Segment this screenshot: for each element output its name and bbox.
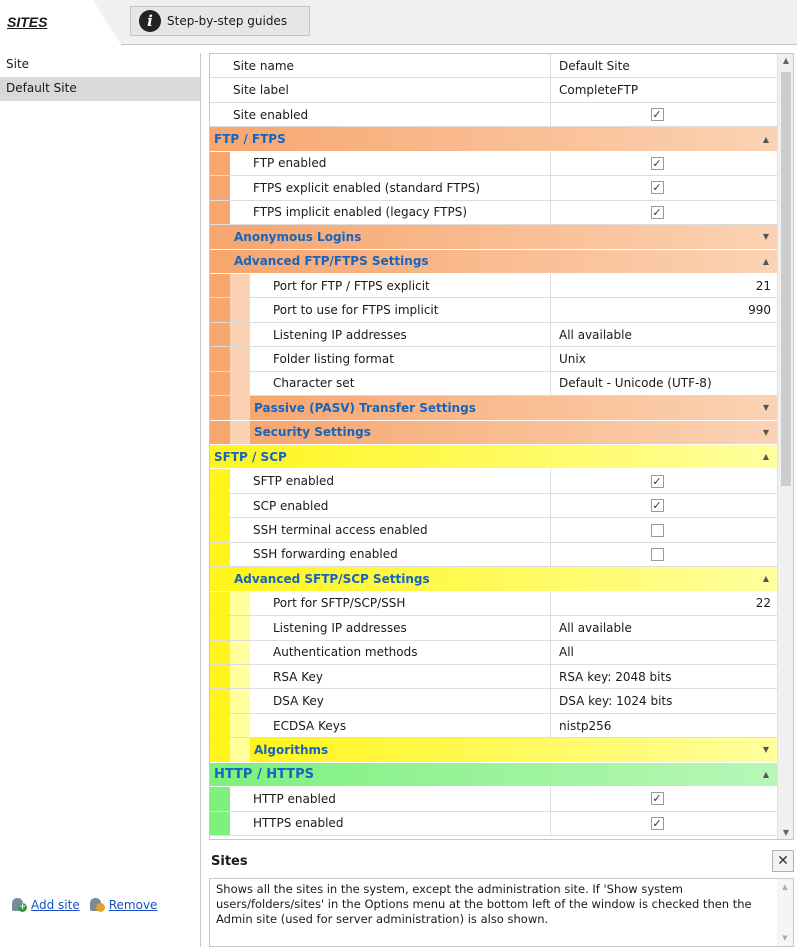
property-label: ECDSA Keys xyxy=(273,718,347,733)
checkbox-checked[interactable]: ✓ xyxy=(652,816,662,830)
category-header-fill xyxy=(210,127,777,150)
info-icon: i xyxy=(139,10,161,32)
property-label: SCP enabled xyxy=(253,498,329,513)
expand-arrow-icon[interactable]: ▼ xyxy=(762,427,769,437)
category-label: HTTP / HTTPS xyxy=(214,766,315,782)
property-row-listening-ip-addresses[interactable] xyxy=(210,323,777,347)
category-advanced-sftp-scp-settings[interactable] xyxy=(210,567,777,591)
group-stripe xyxy=(210,616,230,639)
property-row-site-enabled[interactable] xyxy=(210,103,777,127)
property-grid-scrollbar[interactable] xyxy=(777,54,794,839)
property-row-folder-listing-format[interactable] xyxy=(210,347,777,371)
category-passive-pasv-transfer-settings[interactable] xyxy=(210,396,777,420)
property-grid-rows xyxy=(210,54,777,836)
property-label: SSH terminal access enabled xyxy=(253,523,428,538)
property-label: Listening IP addresses xyxy=(273,620,407,635)
category-label: Anonymous Logins xyxy=(234,229,362,244)
group-stripe xyxy=(210,494,230,517)
category-label: Advanced SFTP/SCP Settings xyxy=(234,571,430,586)
subgroup-stripe xyxy=(230,689,250,712)
group-stripe xyxy=(210,298,230,321)
property-label: Authentication methods xyxy=(273,645,418,660)
top-tab-bar xyxy=(0,0,797,45)
group-stripe xyxy=(210,274,230,297)
remove-user-icon xyxy=(90,897,105,912)
group-stripe xyxy=(210,641,230,664)
property-label: Character set xyxy=(273,376,355,391)
property-label: FTPS implicit enabled (legacy FTPS) xyxy=(253,205,467,220)
help-scrollbar[interactable] xyxy=(777,879,793,946)
property-value[interactable]: Default - Unicode (UTF-8) xyxy=(550,372,777,395)
property-value[interactable]: 21 xyxy=(550,274,777,297)
property-row-port-for-ftp-ftps-explicit[interactable] xyxy=(210,274,777,298)
add-site-link[interactable]: Add site xyxy=(31,897,80,912)
property-checkbox-cell[interactable] xyxy=(550,812,777,835)
collapse-arrow-icon[interactable]: ▲ xyxy=(762,452,769,462)
scrollbar-thumb[interactable] xyxy=(781,72,791,486)
property-label: Listening IP addresses xyxy=(273,327,407,342)
group-stripe xyxy=(210,372,230,395)
subgroup-stripe xyxy=(230,372,250,395)
checkbox-checked[interactable]: ✓ xyxy=(652,108,662,122)
subgroup-stripe xyxy=(230,665,250,688)
scroll-up-icon[interactable]: ▲ xyxy=(782,883,788,891)
group-stripe xyxy=(210,250,230,273)
property-value[interactable]: Default Site xyxy=(550,54,777,77)
property-label: RSA Key xyxy=(273,669,323,684)
subgroup-stripe xyxy=(230,298,250,321)
checkbox-unchecked[interactable] xyxy=(651,524,664,537)
collapse-arrow-icon[interactable]: ▲ xyxy=(762,574,769,584)
site-list-panel xyxy=(0,53,201,947)
collapse-arrow-icon[interactable]: ▲ xyxy=(762,256,769,266)
property-value[interactable]: 990 xyxy=(550,298,777,321)
group-stripe xyxy=(210,567,230,590)
group-stripe xyxy=(210,665,230,688)
property-label: SFTP enabled xyxy=(253,474,334,489)
remove-site-button[interactable] xyxy=(90,897,158,912)
group-stripe xyxy=(210,152,230,175)
category-security-settings[interactable] xyxy=(210,421,777,445)
group-stripe xyxy=(210,592,230,615)
subgroup-stripe xyxy=(230,714,250,737)
group-stripe xyxy=(210,689,230,712)
subgroup-stripe xyxy=(230,347,250,370)
property-row-ftp-enabled[interactable] xyxy=(210,152,777,176)
subgroup-stripe xyxy=(230,323,250,346)
group-stripe xyxy=(210,812,230,835)
collapse-arrow-icon[interactable]: ▲ xyxy=(762,134,769,144)
property-value[interactable]: All available xyxy=(550,323,777,346)
checkbox-checked[interactable]: ✓ xyxy=(652,156,662,170)
step-by-step-guides-label: Step-by-step guides xyxy=(167,14,288,28)
subgroup-stripe xyxy=(230,421,250,444)
category-header-fill xyxy=(210,445,777,468)
property-row-port-to-use-for-ftps-implicit[interactable] xyxy=(210,298,777,322)
tab-sites[interactable] xyxy=(0,0,122,45)
property-row-scp-enabled[interactable] xyxy=(210,494,777,518)
category-algorithms[interactable] xyxy=(210,738,777,762)
collapse-arrow-icon[interactable]: ▲ xyxy=(762,769,769,779)
expand-arrow-icon[interactable]: ▼ xyxy=(762,403,769,413)
property-label: HTTPS enabled xyxy=(253,816,344,831)
property-row-ssh-forwarding-enabled[interactable] xyxy=(210,543,777,567)
property-row-ecdsa-keys[interactable] xyxy=(210,714,777,738)
checkbox-unchecked[interactable] xyxy=(651,548,664,561)
expand-arrow-icon[interactable]: ▼ xyxy=(762,745,769,755)
property-row-https-enabled[interactable] xyxy=(210,812,777,836)
category-label: FTP / FTPS xyxy=(214,132,286,147)
property-grid xyxy=(209,53,794,840)
property-checkbox-cell[interactable] xyxy=(550,518,777,541)
property-label: Site label xyxy=(233,83,289,98)
property-value[interactable]: 22 xyxy=(550,592,777,615)
add-user-icon: + xyxy=(12,897,27,912)
category-label: SFTP / SCP xyxy=(214,449,287,464)
property-row-port-for-sftp-scp-ssh[interactable] xyxy=(210,592,777,616)
property-value[interactable]: nistp256 xyxy=(550,714,777,737)
property-value[interactable]: RSA key: 2048 bits xyxy=(550,665,777,688)
category-advanced-ftp-ftps-settings[interactable] xyxy=(210,250,777,274)
scroll-down-icon[interactable]: ▼ xyxy=(782,934,788,942)
property-value[interactable]: All available xyxy=(550,616,777,639)
property-checkbox-cell[interactable] xyxy=(550,176,777,199)
property-row-ftps-explicit-enabled-standard-ftps[interactable] xyxy=(210,176,777,200)
subgroup-stripe xyxy=(230,738,250,761)
property-row-authentication-methods[interactable] xyxy=(210,641,777,665)
category-ftp-ftps[interactable] xyxy=(210,127,777,151)
property-label: Port for SFTP/SCP/SSH xyxy=(273,596,406,611)
add-site-button[interactable] xyxy=(12,897,80,912)
property-row-rsa-key[interactable] xyxy=(210,665,777,689)
group-stripe xyxy=(210,738,230,761)
site-actions xyxy=(12,897,157,912)
checkbox-checked[interactable]: ✓ xyxy=(652,181,662,195)
step-by-step-guides-button[interactable] xyxy=(130,6,310,36)
property-label: Port to use for FTPS implicit xyxy=(273,303,439,318)
property-label: FTP enabled xyxy=(253,156,327,171)
property-row-ssh-terminal-access-enabled[interactable] xyxy=(210,518,777,542)
property-label: Site name xyxy=(233,58,294,73)
checkbox-checked[interactable]: ✓ xyxy=(652,205,662,219)
category-anonymous-logins[interactable] xyxy=(210,225,777,249)
group-stripe xyxy=(210,396,230,419)
property-value[interactable]: All xyxy=(550,641,777,664)
group-stripe xyxy=(210,787,230,810)
scroll-up-icon[interactable]: ▲ xyxy=(782,56,790,65)
category-header-fill xyxy=(250,738,777,761)
expand-arrow-icon[interactable]: ▼ xyxy=(762,232,769,242)
subgroup-stripe xyxy=(230,641,250,664)
remove-site-link[interactable]: Remove xyxy=(108,897,158,912)
property-checkbox-cell[interactable] xyxy=(550,201,777,224)
property-checkbox-cell[interactable] xyxy=(550,787,777,810)
group-stripe xyxy=(210,421,230,444)
property-checkbox-cell[interactable] xyxy=(550,469,777,492)
category-label: Advanced FTP/FTPS Settings xyxy=(234,254,429,269)
property-label: SSH forwarding enabled xyxy=(253,547,398,562)
category-label: Passive (PASV) Transfer Settings xyxy=(254,400,476,415)
property-checkbox-cell[interactable] xyxy=(550,543,777,566)
property-value[interactable]: DSA key: 1024 bits xyxy=(550,689,777,712)
category-sftp-scp[interactable] xyxy=(210,445,777,469)
group-stripe xyxy=(210,469,230,492)
property-row-site-name[interactable] xyxy=(210,54,777,78)
property-label: HTTP enabled xyxy=(253,791,336,806)
group-stripe xyxy=(210,347,230,370)
group-stripe xyxy=(210,543,230,566)
checkbox-checked[interactable]: ✓ xyxy=(652,792,662,806)
help-title: Sites xyxy=(211,854,248,869)
scroll-down-icon[interactable]: ▼ xyxy=(782,828,790,837)
tab-sites-label: SITES xyxy=(7,14,48,30)
category-label: Algorithms xyxy=(254,742,329,757)
property-checkbox-cell[interactable] xyxy=(550,152,777,175)
property-checkbox-cell[interactable] xyxy=(550,103,777,126)
group-stripe xyxy=(210,225,230,248)
site-list-header: Site xyxy=(6,57,30,71)
help-text: Shows all the sites in the system, except the administration site. If 'Show system users/folders/sites' in the Options menu at the bottom left of the window is checked then the Admin site (used for server administration) is also shown. xyxy=(209,878,794,947)
group-stripe xyxy=(210,518,230,541)
property-checkbox-cell[interactable] xyxy=(550,494,777,517)
subgroup-stripe xyxy=(230,616,250,639)
checkbox-checked[interactable]: ✓ xyxy=(652,474,662,488)
property-label: Port for FTP / FTPS explicit xyxy=(273,278,430,293)
help-panel xyxy=(209,848,794,947)
property-row-site-label[interactable] xyxy=(210,78,777,102)
property-label: DSA Key xyxy=(273,694,324,709)
property-row-http-enabled[interactable] xyxy=(210,787,777,811)
group-stripe xyxy=(210,714,230,737)
subgroup-stripe xyxy=(230,274,250,297)
property-label: FTPS explicit enabled (standard FTPS) xyxy=(253,180,481,195)
subgroup-stripe xyxy=(230,396,250,419)
site-list-item-default-site[interactable]: Default Site xyxy=(0,77,200,101)
property-row-ftps-implicit-enabled-legacy-ftps[interactable] xyxy=(210,201,777,225)
subgroup-stripe xyxy=(230,592,250,615)
property-label: Site enabled xyxy=(233,107,309,122)
property-row-character-set[interactable] xyxy=(210,372,777,396)
property-row-dsa-key[interactable] xyxy=(210,689,777,713)
category-http-https[interactable] xyxy=(210,763,777,787)
property-label: Folder listing format xyxy=(273,351,394,366)
property-row-sftp-enabled[interactable] xyxy=(210,469,777,493)
property-row-listening-ip-addresses[interactable] xyxy=(210,616,777,640)
checkbox-checked[interactable]: ✓ xyxy=(652,499,662,513)
group-stripe xyxy=(210,323,230,346)
property-value[interactable]: CompleteFTP xyxy=(550,78,777,101)
category-label: Security Settings xyxy=(254,425,371,440)
group-stripe xyxy=(210,201,230,224)
property-value[interactable]: Unix xyxy=(550,347,777,370)
group-stripe xyxy=(210,176,230,199)
close-icon[interactable]: ✕ xyxy=(772,850,794,872)
